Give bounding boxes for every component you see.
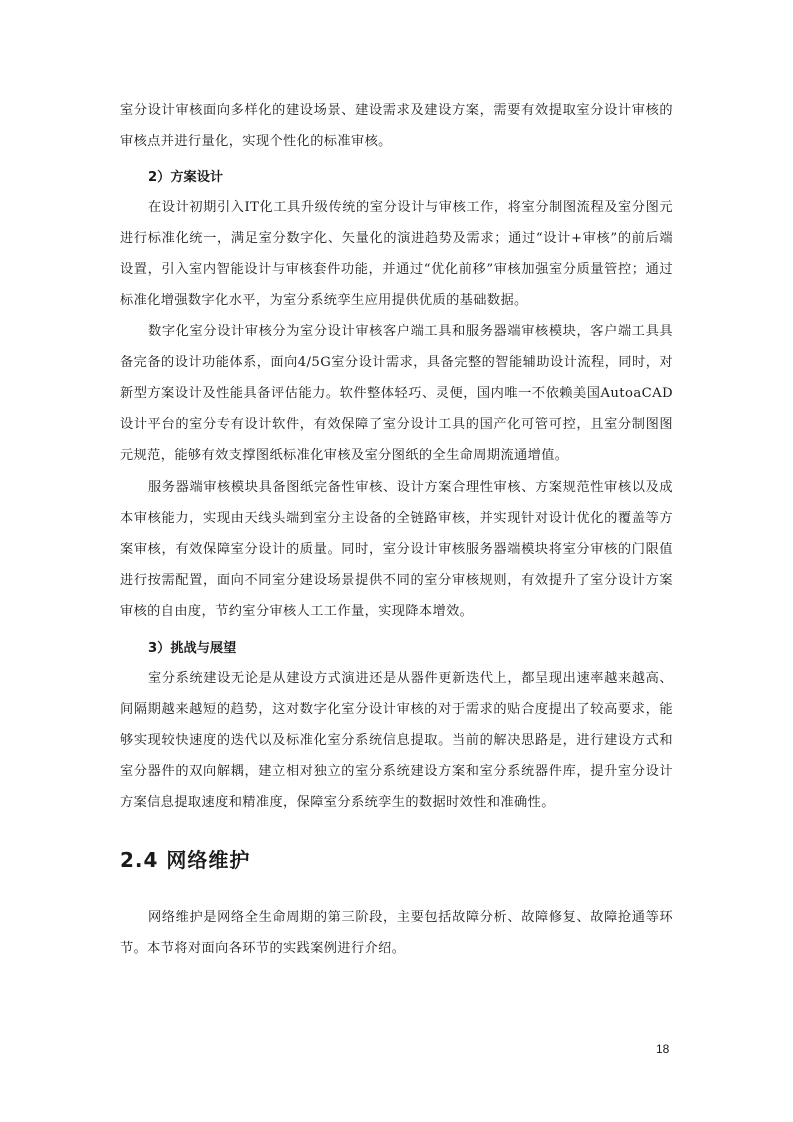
paragraph-challenges [120, 663, 673, 818]
paragraph-text: 数字化室分设计审核分为室分设计审核客户端工具和服务器端审核模块，客户端工具具备完备的设计功能体系，面向4/5G室分设计需求，具备完整的智能辅助设计流程，同时，对新型方案设计及性能具备评估能力。软件整体轻巧、灵便，国内唯一不依赖美国AutoaCAD设计平台的室分专有设计软件，有效保障了室分设计工具的国产化可管可控，且室分制图图元规范，能够有效支撑图纸标准化审核及室分图纸的全生命周期流通增值。 [120, 324, 673, 463]
paragraph-text: 网络维护是网络全生命周期的第三阶段，主要包括故障分析、故障修复、故障抢通等环节。本节将对面向各环节的实践案例进行介绍。 [120, 910, 673, 956]
paragraph-text: 在设计初期引入IT化工具升级传统的室分设计与审核工作，将室分制图流程及室分图元进行标准化统一，满足室分数字化、矢量化的演进趋势及需求；通过“设计+审核”的前后端设置，引入室内智能设计与审核套件功能，并通过“优化前移”审核加强室分质量管控；通过标准化增强数字化水平，为室分系统孪生应用提供优质的基础数据。 [120, 200, 673, 308]
paragraph-text: 室分系统建设无论是从建设方式演进还是从器件更新迭代上，都呈现出速率越来越高、间隔期越来越短的趋势，这对数字化室分设计审核的对于需求的贴合度提出了较高要求，能够实现较快速度的迭代以及标准化室分系统信息提取。当前的解决思路是，进行建设方式和室分器件的双向解耦，建立相对独立的室分系统建设方案和室分系统器件库，提升室分设计方案信息提取速度和精准度，保障室分系统孪生的数据时效性和准确性。 [120, 671, 673, 810]
paragraph-intro [120, 95, 673, 157]
paragraph-scheme-2 [120, 316, 673, 471]
paragraph-text: 服务器端审核模块具备图纸完备性审核、设计方案合理性审核、方案规范性审核以及成本审核能力，实现由天线头端到室分主设备的全链路审核，并实现针对设计优化的覆盖等方案审核，有效保障室分设计的质量。同时，室分设计审核服务器端模块将室分审核的门限值进行按需配置，面向不同室分建设场景提供不同的室分审核规则，有效提升了室分设计方案审核的自由度，节约室分审核人工工作量，实现降本增效。 [120, 480, 673, 619]
paragraph-scheme-3 [120, 472, 673, 627]
paragraph-text: 室分设计审核面向多样化的建设场景、建设需求及建设方案，需要有效提取室分设计审核的审核点并进行量化，实现个性化的标准审核。 [120, 103, 673, 149]
subheading-challenges: 3）挑战与展望 [148, 641, 237, 656]
subheading-scheme-design: 2）方案设计 [148, 170, 224, 185]
page-number: 18 [656, 1042, 670, 1056]
paragraph-network-maintenance [120, 902, 673, 964]
paragraph-scheme-1 [120, 192, 673, 316]
section-heading: 2.4 网络维护 [120, 848, 251, 872]
